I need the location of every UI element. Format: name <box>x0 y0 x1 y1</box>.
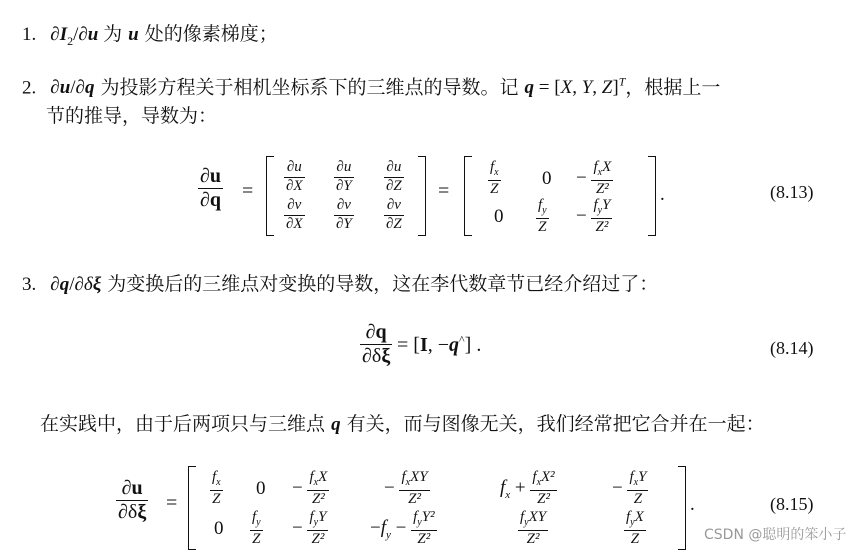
eq-label: (8.14) <box>770 338 814 358</box>
item-text: 为 u 处的像素梯度； <box>103 23 278 45</box>
item-math: $\partial I_2/\partial u$ <box>50 24 99 48</box>
item-number: 2. <box>22 77 37 99</box>
bracket-right <box>418 156 426 236</box>
item-2 <box>22 70 720 100</box>
lhs-fraction: ∂u ∂δξ <box>118 477 147 523</box>
item-1 <box>22 22 278 53</box>
item-3 <box>22 272 658 297</box>
item-text-cont: ，根据上一 <box>625 76 721 99</box>
item-number: 1. <box>22 24 37 45</box>
paragraph: 在实践中，由于后两项只与三维点 q 有关，而与图像无关，我们经常把它合并在一起： <box>40 413 765 435</box>
bracket-right <box>678 466 686 550</box>
eq-label: (8.13) <box>770 182 814 202</box>
item-number: 3. <box>22 274 37 295</box>
item-math: ∂q/∂δξ <box>50 274 102 295</box>
lhs-fraction: $\frac{\partial q}{\partial\delta\xi}$ <box>362 321 391 367</box>
lhs-fraction: ∂u ∂q <box>200 165 222 211</box>
watermark: CSDN @聪明的笨小子 <box>704 527 847 543</box>
bracket-left <box>188 466 196 550</box>
bracket-left <box>266 156 274 236</box>
eq-label: (8.15) <box>770 494 814 514</box>
item-2-cont: 节的推导，导数为： <box>46 105 218 127</box>
item-text: 为投影方程关于相机坐标系下的三维点的导数。记 <box>100 76 519 99</box>
item-math: ∂u/∂q <box>50 77 95 99</box>
q-definition: q = [X, Y, Z]$^T$ <box>524 75 626 99</box>
item-text: 为变换后的三维点对变换的导数，这在李代数章节已经介绍过了： <box>107 273 659 295</box>
eq-8-14: $\frac{\partial q}{\partial\delta\xi}$ = [I, −q^] . <box>362 321 482 367</box>
